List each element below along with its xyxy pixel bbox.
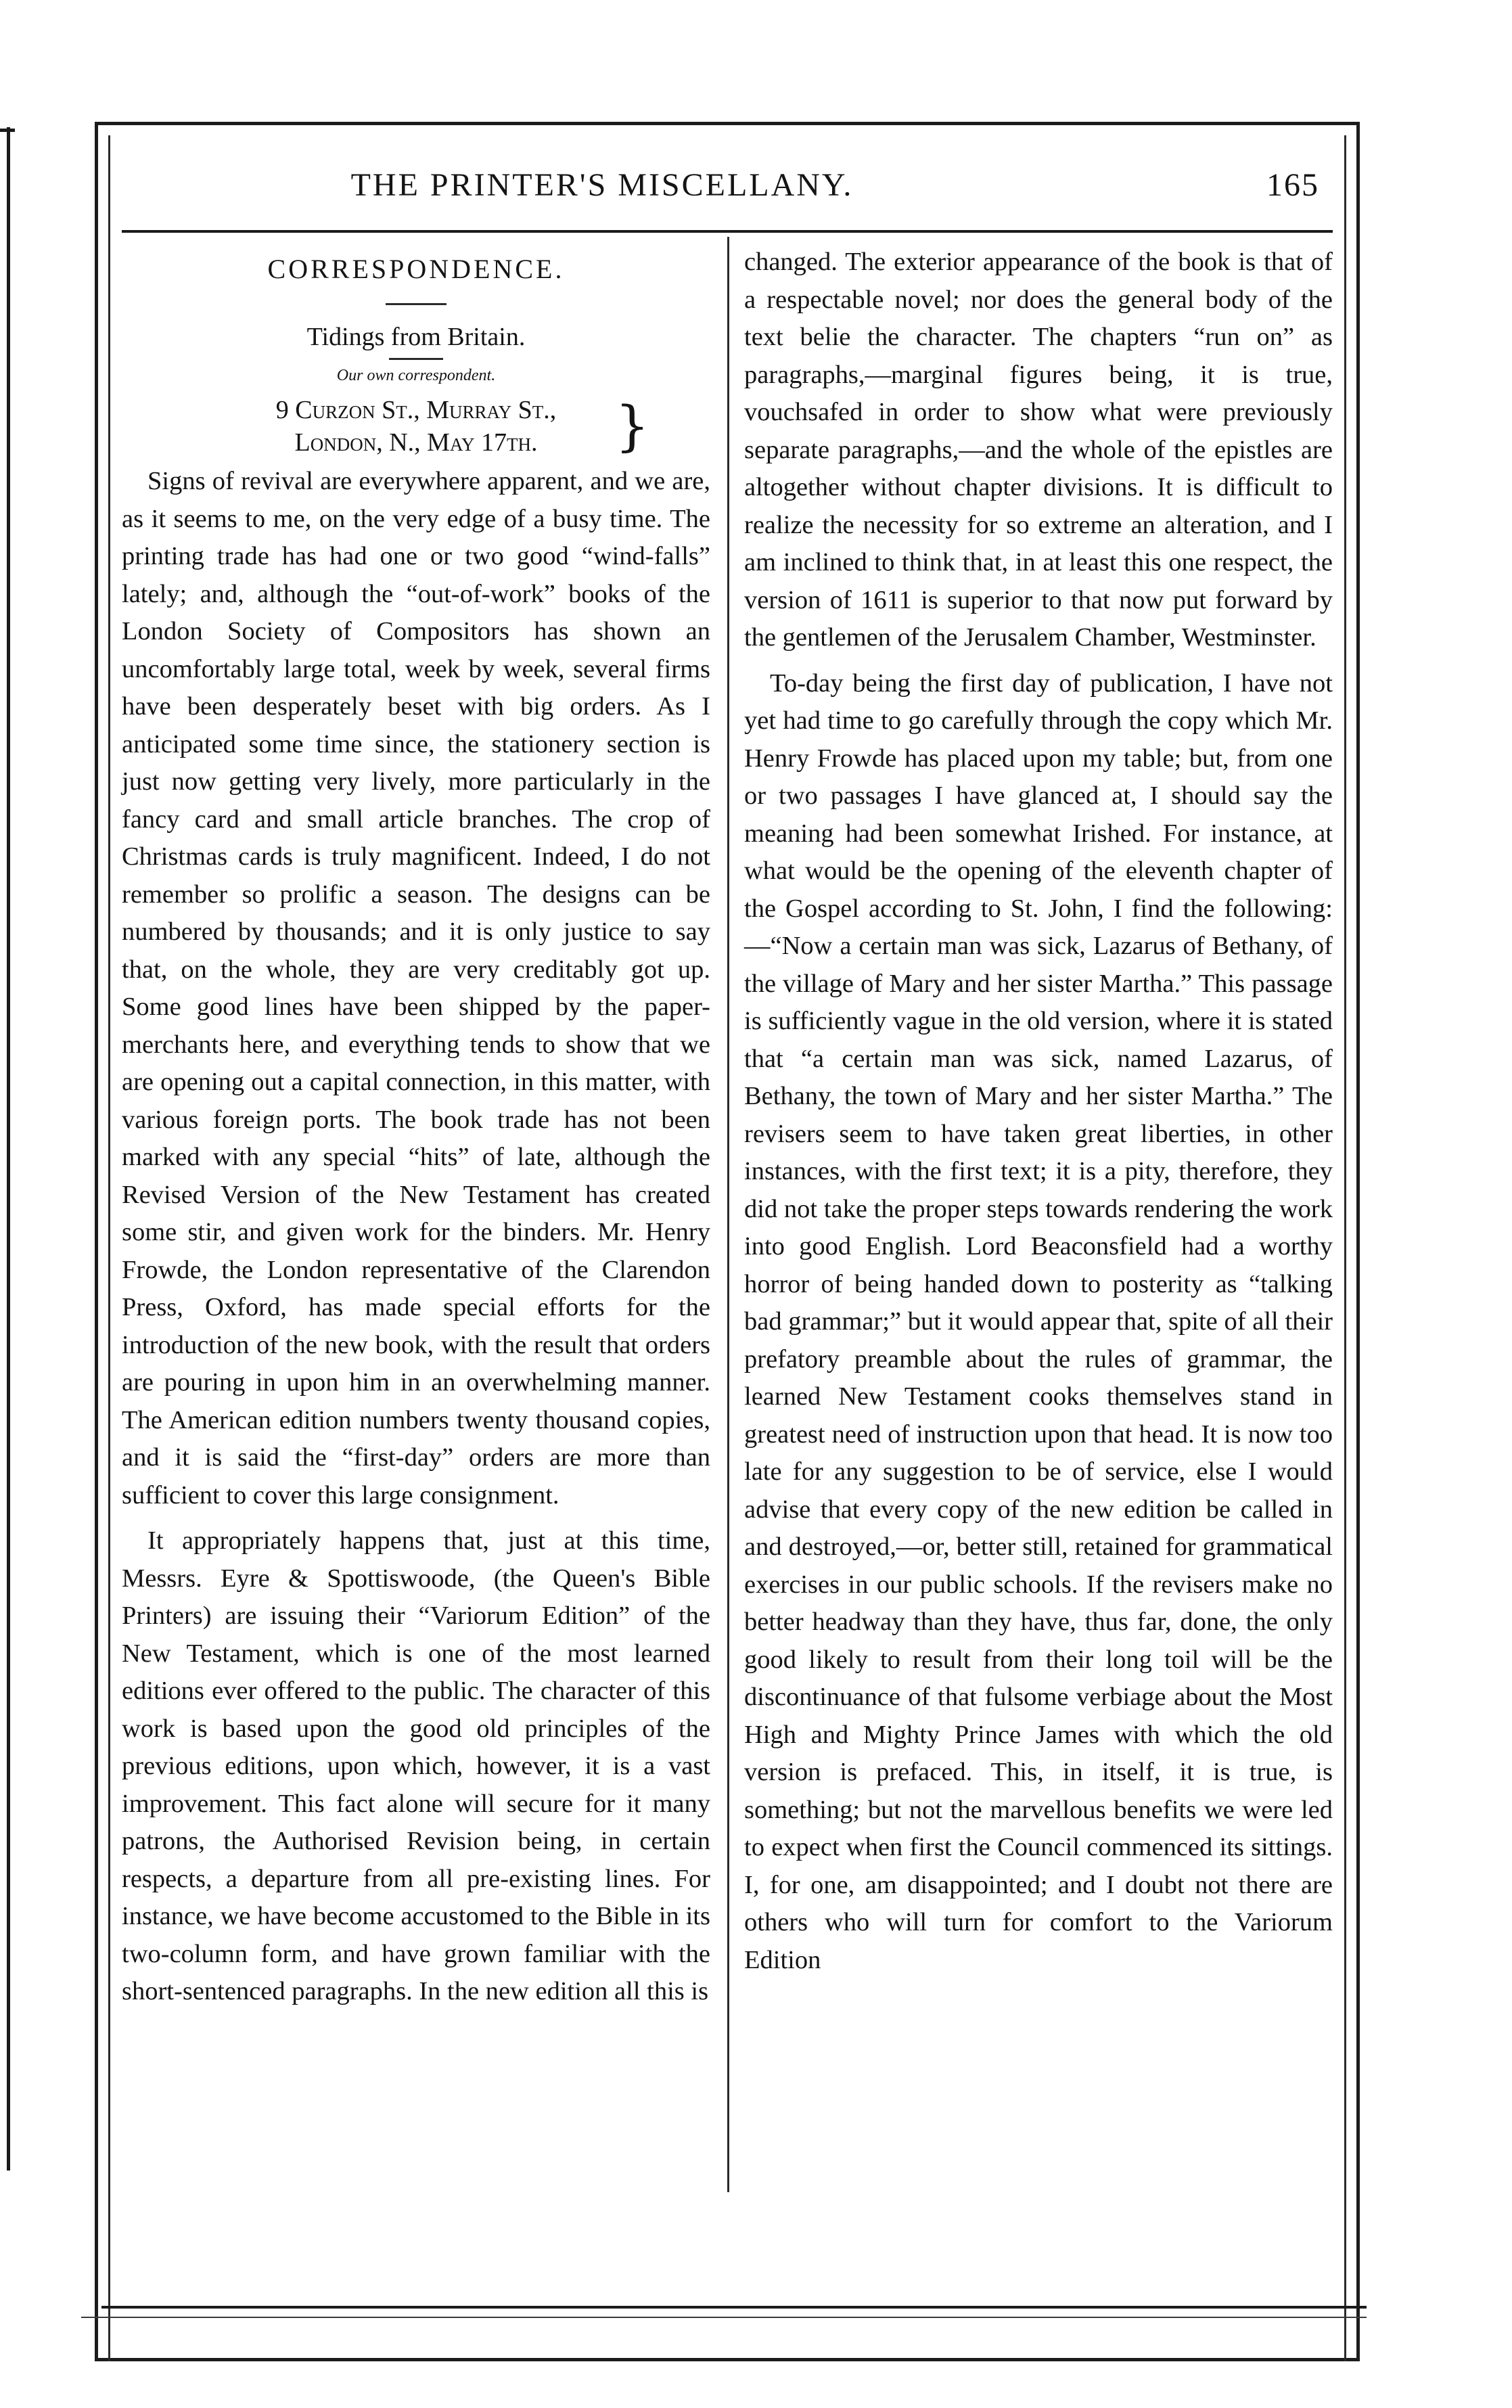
address-brace: } <box>615 394 649 457</box>
paragraph: changed. The exterior appearance of the book is that of a respectable novel; nor does the general body of the text belie the character. The chapters “run on” as paragraphs,—marginal figures being, it is true, vouchsafed in order to show what were previously separate paragraphs,—and the whole of the epistles are altogether without chapter divisions. It is difficult to realize the necessity for so extreme an alteration, and I am inclined to think that, in at least this one respect, the version of 1611 is superior to that now put forward by the gentlemen of the Jerusalem Chamber, Westminster. <box>744 248 1333 652</box>
page-header <box>122 154 1333 215</box>
address-line-1: 9 Curzon St., Murray St., <box>275 396 557 424</box>
column-divider <box>727 237 729 2192</box>
article-subtitle: Tidings from Britain. <box>306 323 526 351</box>
section-divider <box>386 303 446 305</box>
paragraph: Signs of revival are everywhere apparent, and we are, as it seems to me, on the very edge of a busy time. The printing trade has had one or two good “wind-falls” lately; and, although the “out-of-work” books of the London Society of Compositors has shown an uncomfortably large total, week by week, several firms have been desperately beset with big orders. As I anticipated some time since, the stationery section is just now getting very lively, more particularly in the fancy card and small article branches. The crop of Christmas cards is truly magnificent. Indeed, I do not remember so prolific a season. The designs can be numbered by thousands; and it is only justice to say that, on the whole, they are very creditably got up. Some good lines have been shipped by the paper-merchants here, and everything tends to show that we are opening out a capital connection, in this matter, with various foreign ports. The book trade has not been marked with any special “hits” of late, although the Revised Version of the New Testament has created some stir, and given work for the binders. Mr. Henry Frowde, the London representative of the Clarendon Press, Oxford, has made special efforts for the introduction of the new book, with the result that orders are pouring in upon him in an overwhelming manner. The American edition numbers twenty thousand copies, and it is said the “first-day” orders are more than sufficient to cover this large consignment. <box>122 467 710 1509</box>
left-margin-rule <box>7 127 10 2171</box>
dateline-address <box>122 394 710 459</box>
running-title: THE PRINTER'S MISCELLANY. <box>350 167 854 203</box>
paragraph: To-day being the first day of publication, I have not yet had time to go carefully through the copy which Mr. Henry Frowde has placed upon my table; but, from one or two passages I have glanced at, I should say the meaning had been somewhat Irished. For instance, at what would be the opening of the eleventh chapter of the Gospel according to St. John, I find the following:—“Now a certain man was sick, Lazarus of Bethany, of the village of Mary and her sister Martha.” This passage is sufficiently vague in the old version, where it is stated that “a certain man was sick, named Lazarus, of Bethany, the town of Mary and her sister Martha.” The revisers seem to have taken great liberties, in other instances, with the first text; it is a pity, therefore, they did not take the proper steps towards rendering the work into good English. Lord Beaconsfield had a worthy horror of being handed down to posterity as “talking bad grammar;” but it would appear that, spite of all their prefatory preamble about the rules of grammar, the learned New Testament cooks themselves stand in greatest need of instruction upon that head. It is now too late for any suggestion to be of service, else I would advise that every copy of the new edition be called in and destroyed,—or, better still, retained for grammatical exercises in our public schools. If the revisers make no better headway than they have, thus far, done, the only good likely to result from their long toil will be the discontinuance of that fulsome verbiage about the Most High and Mighty Prince James with which the old version is prefaced. This, in itself, it is true, is something; but not the marvellous benefits we were led to expect when first the Council commenced its sittings. I, for one, am disappointed; and I doubt not there are others who will turn for comfort to the Variorum Edition <box>744 668 1333 1974</box>
page-number: 165 <box>1266 167 1319 203</box>
paragraph: It appropriately happens that, just at this time, Messrs. Eyre & Spottiswoode, (the Queen's Bible Printers) are issuing their “Variorum Edition” of the New Testament, which is one of the most learned editions ever offered to the public. The character of this work is based upon the good old principles of the previous editions, upon which, however, it is a vast improvement. This fact alone will secure for it many patrons, the Authorised Revision being, in certain respects, a departure from all pre-existing lines. For instance, we have become accustomed to the Bible in its two-column form, and have grown familiar with the short-sentenced paragraphs. In the new edition all this is <box>122 1526 710 2005</box>
left-margin-mark <box>0 129 15 132</box>
section-title: CORRESPONDENCE. <box>267 254 565 284</box>
byline: Our own correspondent. <box>336 367 496 384</box>
address-line-2: London, N., May 17th. <box>294 428 538 457</box>
subtitle-divider <box>389 358 443 360</box>
bottom-rule-thin <box>81 2317 1367 2318</box>
header-rule <box>122 230 1333 233</box>
bottom-rule <box>101 2306 1367 2309</box>
left-column <box>122 244 710 2011</box>
right-column <box>744 244 1333 1979</box>
